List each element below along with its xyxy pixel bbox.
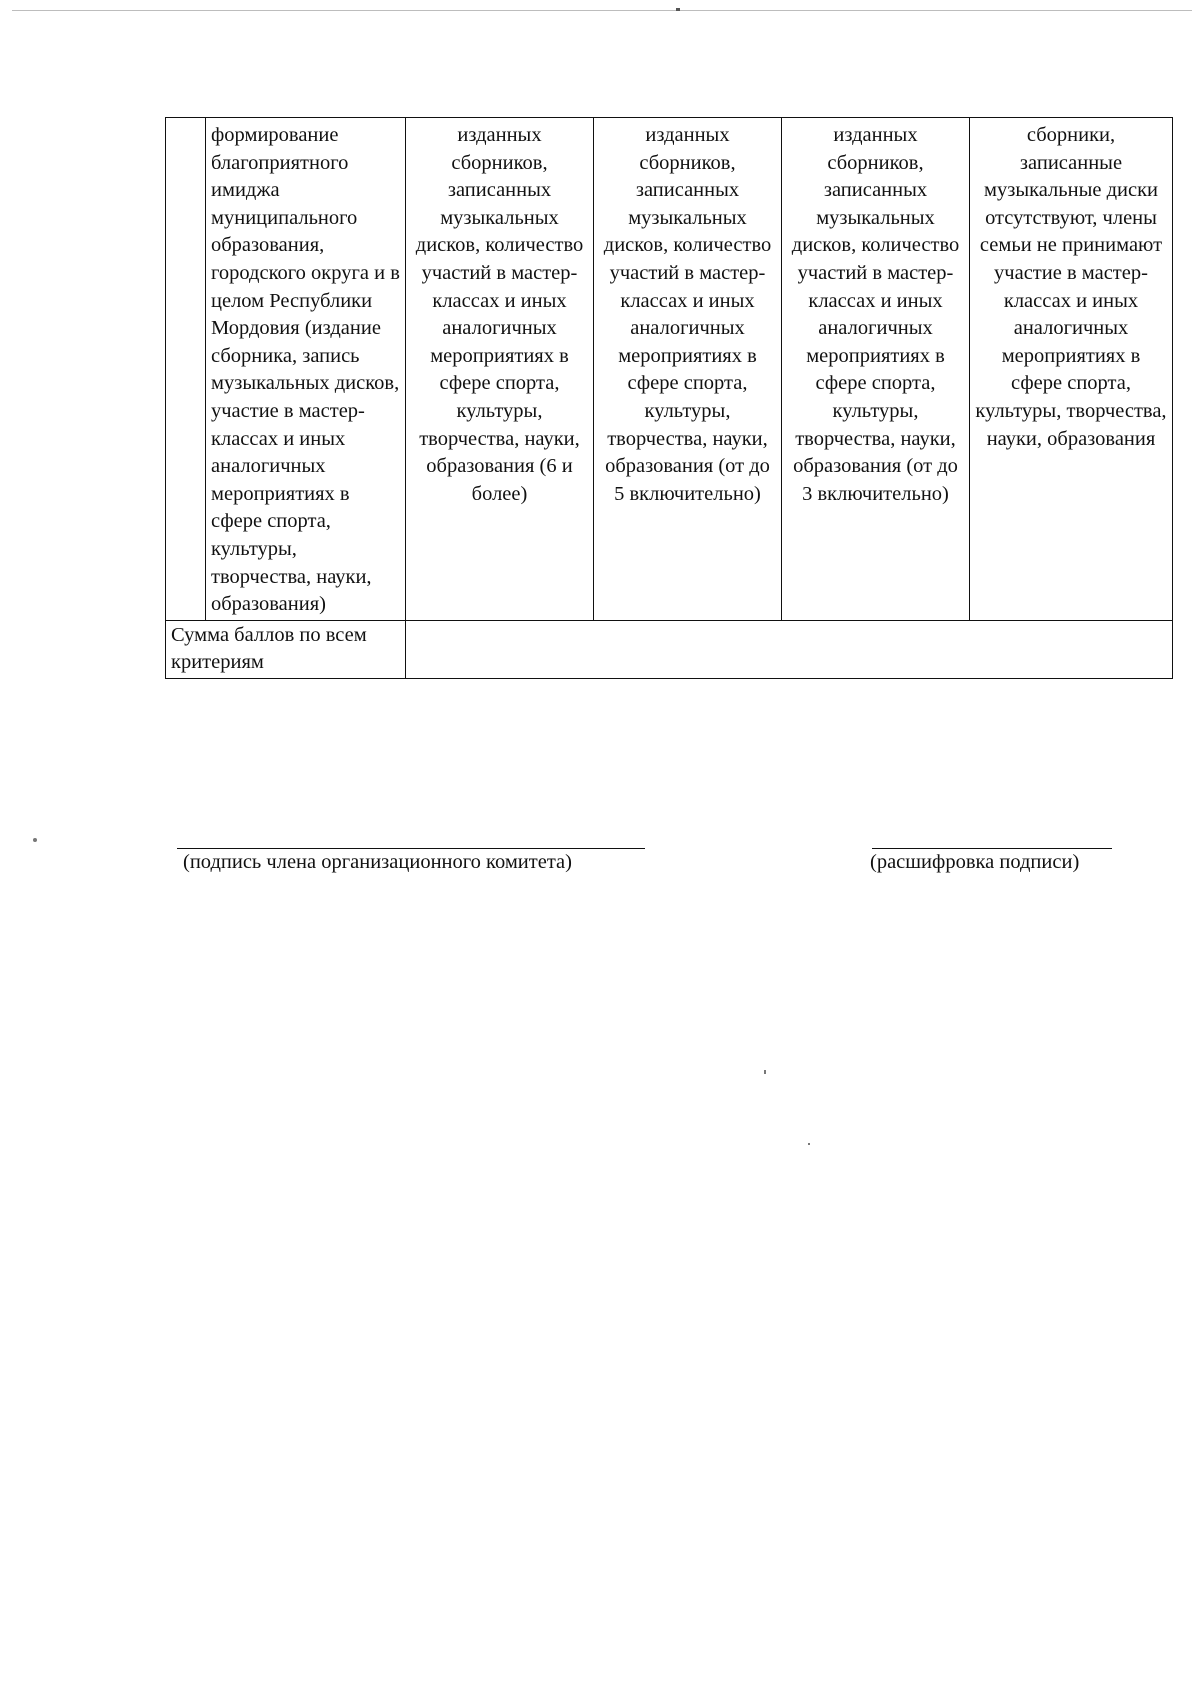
scan-speck bbox=[33, 838, 37, 842]
scan-top-edge bbox=[12, 10, 1192, 11]
criteria-table bbox=[165, 117, 1173, 679]
level-cell-2: изданных сборников, записанных музыкальных дисков, количество участий в мастер-классах и иных аналогичных мероприятиях в сфере спорта, культуры, творчества, науки, образования (от до 5 включительно) bbox=[594, 118, 782, 621]
sum-value-cell bbox=[406, 620, 1173, 678]
member-signature-caption: (подпись члена организационного комитета) bbox=[183, 851, 572, 873]
scan-mark bbox=[676, 8, 680, 11]
level-cell-1: изданных сборников, записанных музыкальных дисков, количество участий в мастер-классах и иных аналогичных мероприятиях в сфере спорта, культуры, творчества, науки, образования (6 и более) bbox=[406, 118, 594, 621]
row-number-cell bbox=[166, 118, 206, 621]
decoding-signature-line bbox=[872, 848, 1112, 849]
decoding-signature-caption: (расшифровка подписи) bbox=[870, 851, 1080, 873]
scan-speck bbox=[764, 1070, 766, 1074]
scan-speck bbox=[808, 1143, 810, 1145]
member-signature-line bbox=[177, 848, 645, 849]
sum-label: Сумма баллов по всем критериям bbox=[166, 620, 406, 678]
level-cell-4: сборники, записанные музыкальные диски отсутствуют, члены семьи не принимают участие в мастер-классах и иных аналогичных мероприятиях в сфере спорта, культуры, творчества, науки, образования bbox=[970, 118, 1173, 621]
table-row bbox=[166, 118, 1173, 621]
criterion-description: формирование благоприятного имиджа муниципального образования, городского округа и в целом Республики Мордовия (издание сборника, запись музыкальных дисков, участие в мастер-классах и иных аналогичных мероприятиях в сфере спорта, культуры, творчества, науки, образования) bbox=[206, 118, 406, 621]
sum-row bbox=[166, 620, 1173, 678]
level-cell-3: изданных сборников, записанных музыкальных дисков, количество участий в мастер-классах и иных аналогичных мероприятиях в сфере спорта, культуры, творчества, науки, образования (от до 3 включительно) bbox=[782, 118, 970, 621]
